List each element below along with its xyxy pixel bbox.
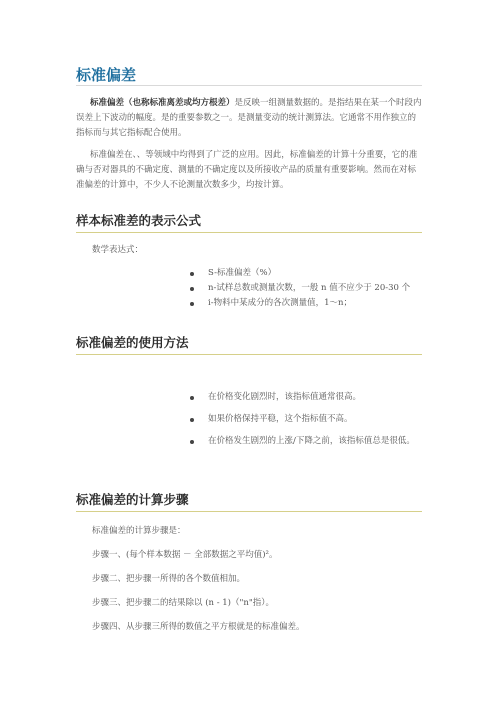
usage-list: [190, 390, 420, 456]
page-title: 标准偏差: [76, 66, 137, 84]
title-divider: [76, 85, 422, 86]
section-heading-steps: 标准偏差的计算步骤: [76, 492, 189, 507]
bullet-icon: [190, 440, 194, 444]
bullet-icon: [190, 418, 194, 422]
bullet-icon: [190, 272, 194, 276]
step-1: 步骤一、(每个样本数据 － 全部数据之平均值)²。: [92, 550, 278, 560]
formula-variable-list: [190, 266, 410, 311]
list-item: 在价格发生剧烈的上涨/下降之前，该指标值总是很低。: [190, 434, 420, 449]
step-4: 步骤四、从步骤三所得的数值之平方根就是的标准偏差。: [92, 622, 305, 632]
bullet-icon: [190, 396, 194, 400]
section-heading-usage: 标准偏差的使用方法: [76, 335, 189, 350]
formula-label: 数学表达式：: [92, 245, 144, 255]
section-divider-1: [76, 232, 422, 233]
intro-bold-term: 标准偏差（也称标准离差或均方根差）: [90, 98, 235, 108]
list-item: 如果价格保持平稳，这个指标值不高。: [190, 412, 420, 427]
section-divider-2: [76, 354, 422, 355]
bullet-icon: [190, 287, 194, 291]
list-item: n-试样总数或测量次数，一般 n 值不应少于 20-30 个: [190, 281, 410, 296]
intro-text-1: 是反映一组测量数据的。是指结果在某一个时段内误差上下波动的幅度。是的重要参数之一。是测量变动的统计测算法。它通常不用作独立的指标而与其它指标配合使用。: [76, 98, 422, 138]
bullet-icon: [190, 302, 194, 306]
section-divider-3: [76, 511, 422, 512]
section-heading-formula: 样本标准差的表示公式: [76, 213, 202, 228]
step-3: 步骤三、把步骤二的结果除以 (n - 1)（"n"指）。: [92, 598, 275, 608]
intro-paragraph-2: 标准偏差在、、等领域中均得到了广泛的应用。因此，标准偏差的计算十分重要，它的准确与否对器具的不确定度、测量的不确定度以及所接收产品的质量有重要影响。然而在对标准偏差的计算中，不少人不论测量次数多少，均按计算。: [76, 150, 418, 190]
step-2: 步骤二、把步骤一所得的各个数值相加。: [92, 574, 246, 584]
list-item: 在价格变化剧烈时，该指标值通常很高。: [190, 390, 420, 405]
intro-paragraph-1: [76, 96, 422, 141]
list-item: S-标准偏差（%）: [190, 266, 410, 281]
steps-intro: 标准偏差的计算步骤是：: [92, 526, 186, 536]
list-item: i-物料中某成分的各次测量值，1～n；: [190, 296, 410, 311]
